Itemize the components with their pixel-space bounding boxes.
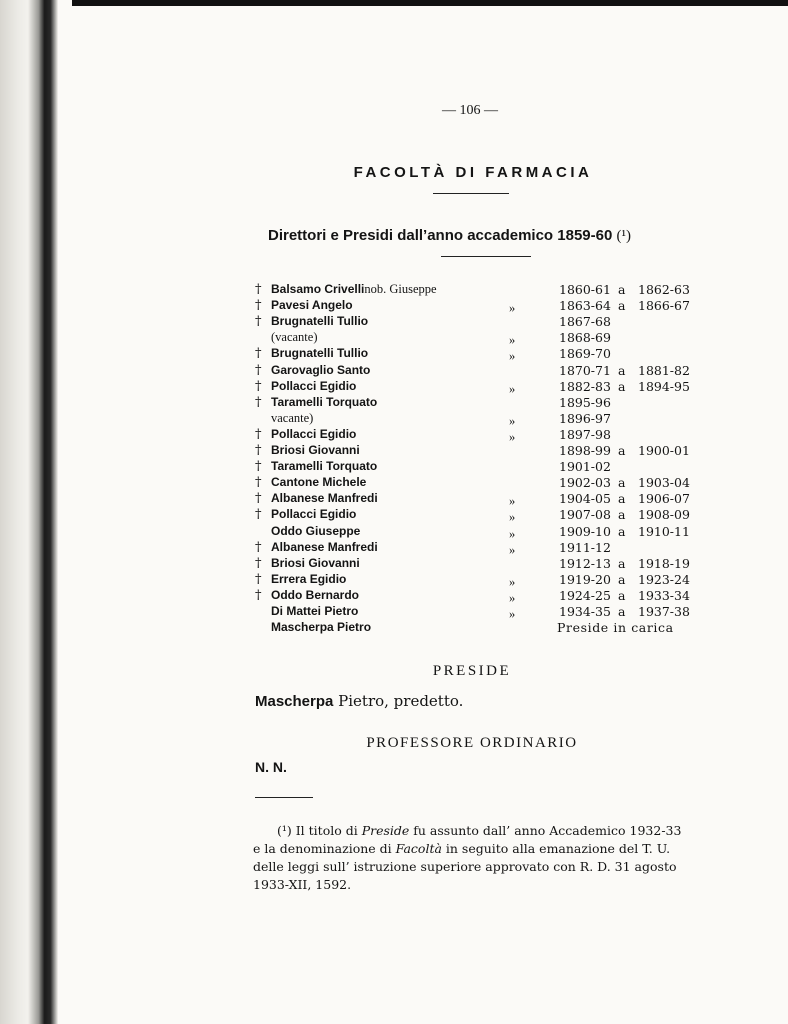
year-to: 1866-67	[638, 298, 690, 314]
top-border	[72, 0, 788, 6]
year-to: 1908-09	[638, 507, 690, 523]
dagger-mark: †	[255, 459, 262, 475]
year-separator: a	[618, 378, 626, 394]
year-from: 1904-05	[559, 491, 611, 507]
year-from: 1882-83	[559, 378, 611, 394]
footnote-text: e la denominazione di	[253, 841, 396, 856]
period-label: »	[509, 301, 516, 316]
year-from: 1896-97	[559, 410, 611, 426]
period-label: »	[509, 413, 516, 428]
year-from: 1901-02	[559, 459, 611, 475]
year-to: 1903-04	[638, 475, 690, 491]
year-separator: a	[618, 282, 626, 297]
period-label: »	[509, 494, 516, 509]
faculty-title: FACOLTÀ DI FARMACIA	[353, 164, 593, 181]
year-to: 1923-24	[638, 571, 690, 587]
year-from: 1909-10	[559, 523, 611, 539]
footnote-line	[253, 859, 677, 874]
year-separator: a	[618, 587, 626, 603]
director-name: Cantone Michele	[271, 475, 367, 490]
year-to: 1910-11	[638, 523, 690, 539]
year-separator: a	[618, 571, 626, 587]
subtitle-text: Direttori e Presidi dall’anno accademico 1859-60	[268, 227, 613, 244]
year-from: 1919-20	[559, 571, 611, 587]
director-name: Mascherpa Pietro	[271, 620, 372, 635]
dagger-mark: †	[255, 362, 262, 378]
year-to: 1900-01	[638, 443, 690, 458]
year-to: 1918-19	[638, 555, 690, 571]
footnote-rule	[255, 797, 313, 798]
director-name: Oddo Giuseppe	[271, 523, 361, 538]
director-name: Albanese Manfredi	[271, 491, 378, 506]
director-name: Oddo Bernardo	[271, 587, 360, 602]
director-name-note: (vacante)	[271, 330, 318, 345]
year-separator: a	[618, 443, 626, 458]
director-name: Errera Egidio	[271, 571, 347, 586]
preside-surname: Mascherpa	[255, 693, 334, 710]
year-separator: a	[618, 507, 626, 523]
period-label: »	[509, 510, 516, 525]
footnote-text: 1933-XII, 1592.	[253, 877, 352, 892]
dagger-mark: †	[255, 394, 262, 410]
footnote-line	[253, 841, 670, 856]
year-separator: a	[618, 298, 626, 314]
footnote-line	[277, 823, 681, 838]
year-from: 1868-69	[559, 330, 611, 346]
year-to: 1862-63	[638, 282, 690, 297]
year-from: 1870-71	[559, 362, 611, 378]
director-name: Garovaglio Santo	[271, 362, 371, 377]
dagger-mark: †	[255, 571, 262, 587]
dagger-mark: †	[255, 426, 262, 442]
period-label: »	[509, 333, 516, 348]
year-to: 1937-38	[638, 604, 690, 619]
period-label: »	[509, 381, 516, 396]
year-separator: a	[618, 604, 626, 619]
year-from: 1911-12	[559, 539, 611, 555]
footnote-text: fu assunto dall’ anno Accademico 1932-33	[409, 823, 682, 838]
director-name	[271, 330, 318, 345]
preside-heading: PRESIDE	[432, 663, 512, 679]
footnote-line	[253, 877, 351, 892]
preside-rest: Pietro, predetto.	[333, 692, 464, 710]
period-label: »	[509, 542, 516, 557]
year-from: 1912-13	[559, 555, 611, 571]
year-from: 1895-96	[559, 394, 611, 410]
year-from: 1863-64	[559, 298, 611, 314]
director-name: Pavesi Angelo	[271, 298, 353, 313]
title-rule	[433, 193, 509, 194]
subtitle-rule	[441, 256, 531, 257]
director-name: Albanese Manfredi	[271, 539, 378, 554]
dagger-mark: †	[255, 346, 262, 362]
period-label: »	[509, 607, 516, 621]
dagger-mark: †	[255, 314, 262, 330]
year-from: 1934-35	[559, 604, 611, 619]
dagger-mark: †	[255, 475, 262, 491]
binding-shadow	[28, 0, 58, 1024]
director-name: Brugnatelli Tullio	[271, 314, 369, 329]
period-label: »	[509, 429, 516, 444]
year-separator: a	[618, 475, 626, 491]
current-status: Preside in carica	[557, 620, 674, 636]
professor-heading: PROFESSORE ORDINARIO	[366, 735, 578, 751]
period-label: »	[509, 349, 516, 364]
subtitle	[268, 227, 631, 245]
director-name-suffix: nob. Giuseppe	[364, 282, 437, 296]
director-name: Di Mattei Pietro	[271, 604, 359, 618]
dagger-mark: †	[255, 587, 262, 603]
year-from: 1860-61	[559, 282, 611, 297]
director-name: Pollacci Egidio	[271, 426, 357, 441]
year-separator: a	[618, 555, 626, 571]
page-number: — 106 —	[442, 103, 498, 118]
director-name: Pollacci Egidio	[271, 378, 357, 393]
year-from: 1898-99	[559, 443, 611, 458]
dagger-mark: †	[255, 507, 262, 523]
year-to: 1881-82	[638, 362, 690, 378]
year-to: 1906-07	[638, 491, 690, 507]
dagger-mark: †	[255, 491, 262, 507]
dagger-mark: †	[255, 282, 262, 297]
period-label: »	[509, 590, 516, 605]
director-name: Brugnatelli Tullio	[271, 346, 369, 361]
dagger-mark: †	[255, 378, 262, 394]
year-from: 1902-03	[559, 475, 611, 491]
footnote-italic: Preside	[361, 823, 410, 838]
year-to: 1933-34	[638, 587, 690, 603]
period-label: »	[509, 574, 516, 589]
director-name: Taramelli Torquato	[271, 394, 378, 409]
director-name: Pollacci Egidio	[271, 507, 357, 522]
footnote-text: (¹) Il titolo di	[277, 823, 362, 838]
dagger-mark: †	[255, 298, 262, 314]
year-to: 1894-95	[638, 378, 690, 394]
footnote-text: delle leggi sull’ istruzione superiore approvato con R. D. 31 agosto	[253, 859, 677, 874]
director-name: Briosi Giovanni	[271, 555, 360, 570]
professor-name: N. N.	[255, 759, 287, 775]
dagger-mark: †	[255, 555, 262, 571]
dagger-mark: †	[255, 539, 262, 555]
director-name: Balsamo Crivelli nob. Giuseppe	[271, 282, 437, 296]
director-name-note: vacante)	[271, 410, 314, 425]
year-from: 1924-25	[559, 587, 611, 603]
footnote-text: in seguito alla emanazione del T. U.	[441, 841, 671, 856]
preside-entry	[255, 692, 463, 710]
year-from: 1869-70	[559, 346, 611, 362]
year-separator: a	[618, 523, 626, 539]
year-from: 1867-68	[559, 314, 611, 330]
period-label: »	[509, 526, 516, 541]
director-name: Briosi Giovanni	[271, 443, 360, 457]
dagger-mark: †	[255, 443, 262, 458]
footnote-ref: (¹)	[616, 228, 631, 244]
year-separator: a	[618, 491, 626, 507]
year-separator: a	[618, 362, 626, 378]
director-name	[271, 411, 313, 426]
binding-edge	[0, 0, 30, 1024]
footnote-italic: Facoltà	[395, 841, 442, 856]
director-name: Taramelli Torquato	[271, 459, 378, 474]
year-from: 1907-08	[559, 507, 611, 523]
year-from: 1897-98	[559, 426, 611, 442]
